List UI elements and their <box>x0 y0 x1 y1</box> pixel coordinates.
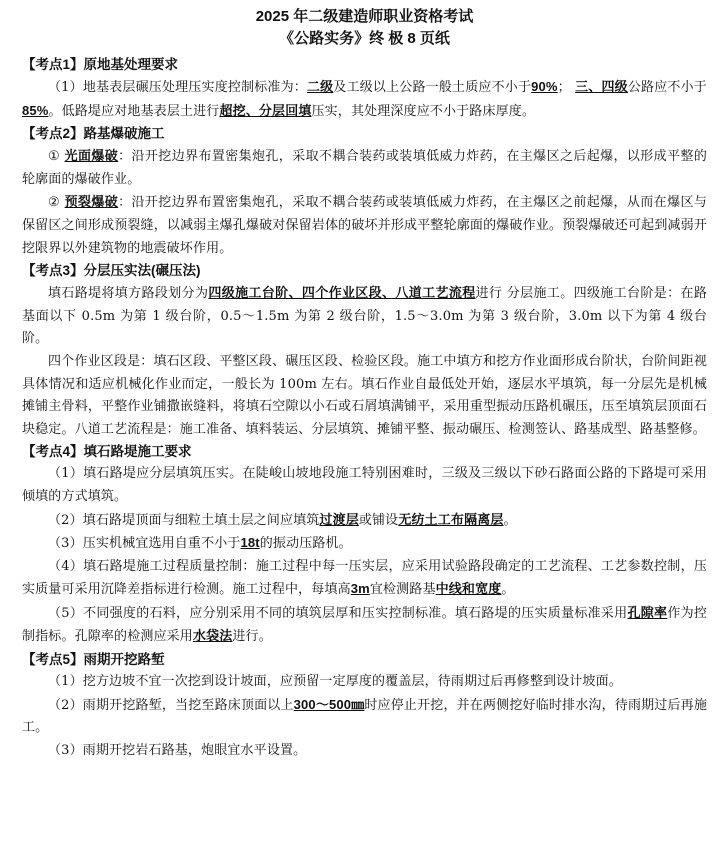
text-run: 进行 分层施工。四级施工台阶是：在路基面以下 0.5m 为第 1 级台阶，0.5～1.5m 为第 2 级台阶，1.5～3.0m 为第 3 级台阶，3.0m 以下为第 4 级台阶。 <box>22 286 707 347</box>
key-term: 300～500㎜ <box>293 696 365 712</box>
text-run: 。 <box>503 512 517 528</box>
text-run: 宜检测路基 <box>369 582 436 598</box>
text-run: 进行。 <box>232 629 272 645</box>
text-run: （1）填石路堤应分层填筑压实。在陡峻山坡地段施工特别困难时，三级及三级以下砂石路面公路的下路堤可采用倾填的方式填筑。 <box>22 466 707 504</box>
key-term: 3m <box>350 581 370 597</box>
text-run: （3）雨期开挖岩石路基，炮眼宜水平设置。 <box>48 742 307 758</box>
text-run: 四个作业区段是：填石区段、平整区段、碾压区段、检验区段。施工中填方和挖方作业面形成台阶状，台阶间距视具体情况和适应机械化作业而定，一般长为 100m 左右。填石作业自最低处开始，逐层水平填筑，每一分层先是机械摊铺主骨料，平整作业铺撒嵌缝料，将填石空隙以小石或石屑填满铺平，采用重型振动压路机碾压，压至填筑层顶面石块稳定。八道工艺流程是：施工准备、填料装运、分层填筑、摊铺平整、振动碾压、检测签认、路基成型、路基整修。 <box>22 353 707 437</box>
key-term: 四级施工台阶、四个作业区段、八道工艺流程 <box>208 285 476 301</box>
key-term: 85% <box>22 102 49 118</box>
text-run: 填石路堤将填方路段划分为 <box>48 286 209 302</box>
key-term: 90% <box>531 79 558 94</box>
paragraph <box>22 556 707 602</box>
text-run: 及工级以上公路一般土质应不小于 <box>333 80 532 95</box>
text-run: 作为控制指标。孔隙率的检测应采用 <box>22 605 708 645</box>
section-heading: 【考点4】填石路堤施工要求 <box>22 444 192 460</box>
key-term: 孔隙率 <box>627 604 668 620</box>
text-run: （4）填石路堤施工过程质量控制：施工过程中每一压实层，应采用试验路段确定的工艺流程、工艺参数控制，压实质量可采用沉降差指标进行检测。施工过程中，每填高 <box>22 558 707 598</box>
key-term: 中线和宽度 <box>435 581 502 597</box>
section-heading: 【考点1】原地基处理要求 <box>22 57 179 72</box>
key-term: 光面爆破 <box>64 148 119 164</box>
key-term: 过渡层 <box>319 511 359 527</box>
text-run: （3）压实机械宜选用自重不小于 <box>48 536 241 552</box>
text-run: 时应停止开挖，并在两侧挖好临时排水沟，待雨期过后再施工。 <box>22 697 707 736</box>
section-heading: 【考点3】分层压实法(碾压法) <box>22 263 201 279</box>
text-run: ② <box>48 195 65 211</box>
text-run: ：沿开挖边界布置密集炮孔，采取不耦合装药或装填低威力炸药，在主爆区之前起爆，从而在爆区与保留区之间形成预裂缝，以减弱主爆孔爆破对保留岩体的破坏并形成平整轮廓面的爆破作业。预裂爆破还可起到减弱开挖限界以外建筑物的地震破坏作用。 <box>22 195 707 256</box>
paragraph <box>22 671 707 694</box>
paragraph <box>22 191 707 260</box>
text-run: （1）挖方边坡不宜一次挖到设计坡面，应预留一定厚度的覆盖层，待雨期过后再修整到设计坡面。 <box>48 674 622 690</box>
key-term: 无纺土工布隔离层 <box>398 511 504 527</box>
section-heading: 【考点2】路基爆破施工 <box>22 126 165 142</box>
key-term: 预裂爆破 <box>64 194 119 210</box>
key-term: 水袋法 <box>192 628 233 644</box>
text-run: 公路应不小于 <box>627 80 707 95</box>
text-run: （5）不同强度的石料，应分别采用不同的填筑层厚和压实控制标准。填石路堤的压实质量标准采用 <box>48 605 628 621</box>
text-run: 。 <box>501 582 515 598</box>
paragraph <box>22 145 707 191</box>
paragraph <box>22 282 707 351</box>
text-run: 压实，其处理深度应不小于路床厚度。 <box>311 103 536 119</box>
document-subtitle: 《公路实务》终 极 8 页纸 <box>279 30 450 47</box>
key-term: 二级 <box>307 79 334 94</box>
document-title: 2025 年二级建造师职业资格考试 <box>255 8 474 25</box>
paragraph <box>22 694 707 740</box>
text-run: （1）地基表层碾压处理压实度控制标准为： <box>48 80 307 95</box>
paragraph <box>22 76 707 123</box>
text-run: 或铺设 <box>358 512 399 528</box>
key-term: 超挖、分层回填 <box>219 102 312 118</box>
key-term: 18t <box>240 535 260 551</box>
text-run: （2）填石路堤顶面与细粒土填土层之间应填筑 <box>48 512 320 528</box>
text-run: ； <box>557 80 576 95</box>
text-run: 的振动压路机。 <box>259 536 352 552</box>
paragraph <box>22 351 707 441</box>
text-run: ：沿开挖边界布置密集炮孔，采取不耦合装药或装填低威力炸药，在主爆区之后起爆，以形成平整的轮廓面的爆破作业。 <box>22 149 707 187</box>
section-heading: 【考点5】雨期开挖路堑 <box>22 652 165 668</box>
paragraph <box>22 509 707 533</box>
paragraph <box>22 532 707 556</box>
paragraph <box>22 740 707 763</box>
text-run: ① <box>48 149 65 165</box>
text-run: 。低路堤应对地基表层土进行 <box>48 103 220 119</box>
key-term: 三、四级 <box>575 79 628 94</box>
text-run: （2）雨期开挖路堑，当挖至路床顶面以上 <box>48 697 294 713</box>
document-body <box>22 54 707 762</box>
paragraph <box>22 602 707 649</box>
paragraph <box>22 463 707 508</box>
